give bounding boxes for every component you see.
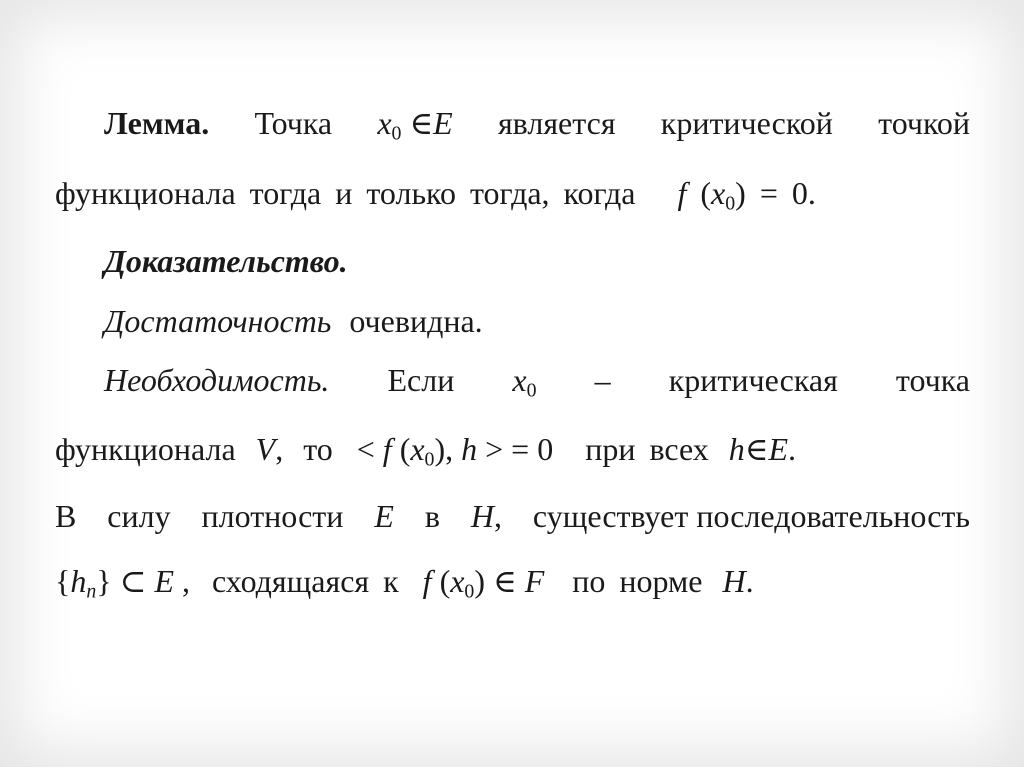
lemma-line-2 (55, 175, 816, 215)
functional-line (55, 431, 796, 471)
necessity-label: Необходимость. (104, 362, 330, 398)
sequence-by-norm: по норме (572, 563, 703, 599)
necessity-word-critical: критическая (668, 362, 838, 398)
lemma-word-critical: критической (660, 105, 833, 141)
density-word-exists: существует последовательность (532, 498, 970, 534)
formula-hn-subset-E: $\{h_n\}$ ⊂ E , (55, 563, 190, 603)
sufficiency-rest: очевидна. (349, 303, 483, 339)
formula-V: V, (255, 431, 284, 467)
formula-H-end: H. (722, 563, 754, 599)
density-word-density: плотности (201, 498, 344, 534)
necessity-line (104, 362, 970, 402)
necessity-word-point: точка (895, 362, 970, 398)
proof-title: Доказательство. (104, 243, 348, 279)
lemma-line-1 (104, 105, 970, 145)
sufficiency-line (104, 305, 483, 337)
density-word-in: В (55, 498, 77, 534)
lemma-word-point: Точка (254, 105, 333, 141)
formula-f-x0-in-F: f $(x_0)$ ∈ F (422, 563, 545, 603)
formula-inner-product: < f $(x_0)$, h > = 0 (356, 431, 554, 471)
functional-for-all: при всех (585, 431, 709, 467)
density-word-in2: в (424, 498, 440, 534)
lemma-line-2-text: функционала тогда и только тогда, когда (55, 175, 636, 211)
formula-x0-in-E: $x_0$ ∈E (377, 105, 453, 145)
formula-H: H, (470, 498, 502, 534)
necessity-word-if: Если (387, 362, 455, 398)
lemma-heading: Лемма. (104, 105, 210, 141)
lemma-word-is: является (497, 105, 616, 141)
sequence-converging: сходящаяся к (212, 563, 399, 599)
formula-f-x0-eq-0: f $(x_0) = 0$. (677, 175, 816, 215)
density-line (55, 500, 970, 532)
lemma-word-point2: точкой (878, 105, 970, 141)
sufficiency-label: Достаточность (104, 303, 332, 339)
functional-word-then: то (303, 431, 333, 467)
formula-x0: $x_0$ (512, 362, 537, 402)
necessity-dash: – (594, 362, 611, 398)
formula-E: E (374, 498, 394, 534)
formula-h-in-E: h∈E. (728, 431, 796, 467)
density-word-force: силу (107, 498, 171, 534)
sequence-line (55, 563, 754, 603)
functional-word: функционала (55, 431, 236, 467)
